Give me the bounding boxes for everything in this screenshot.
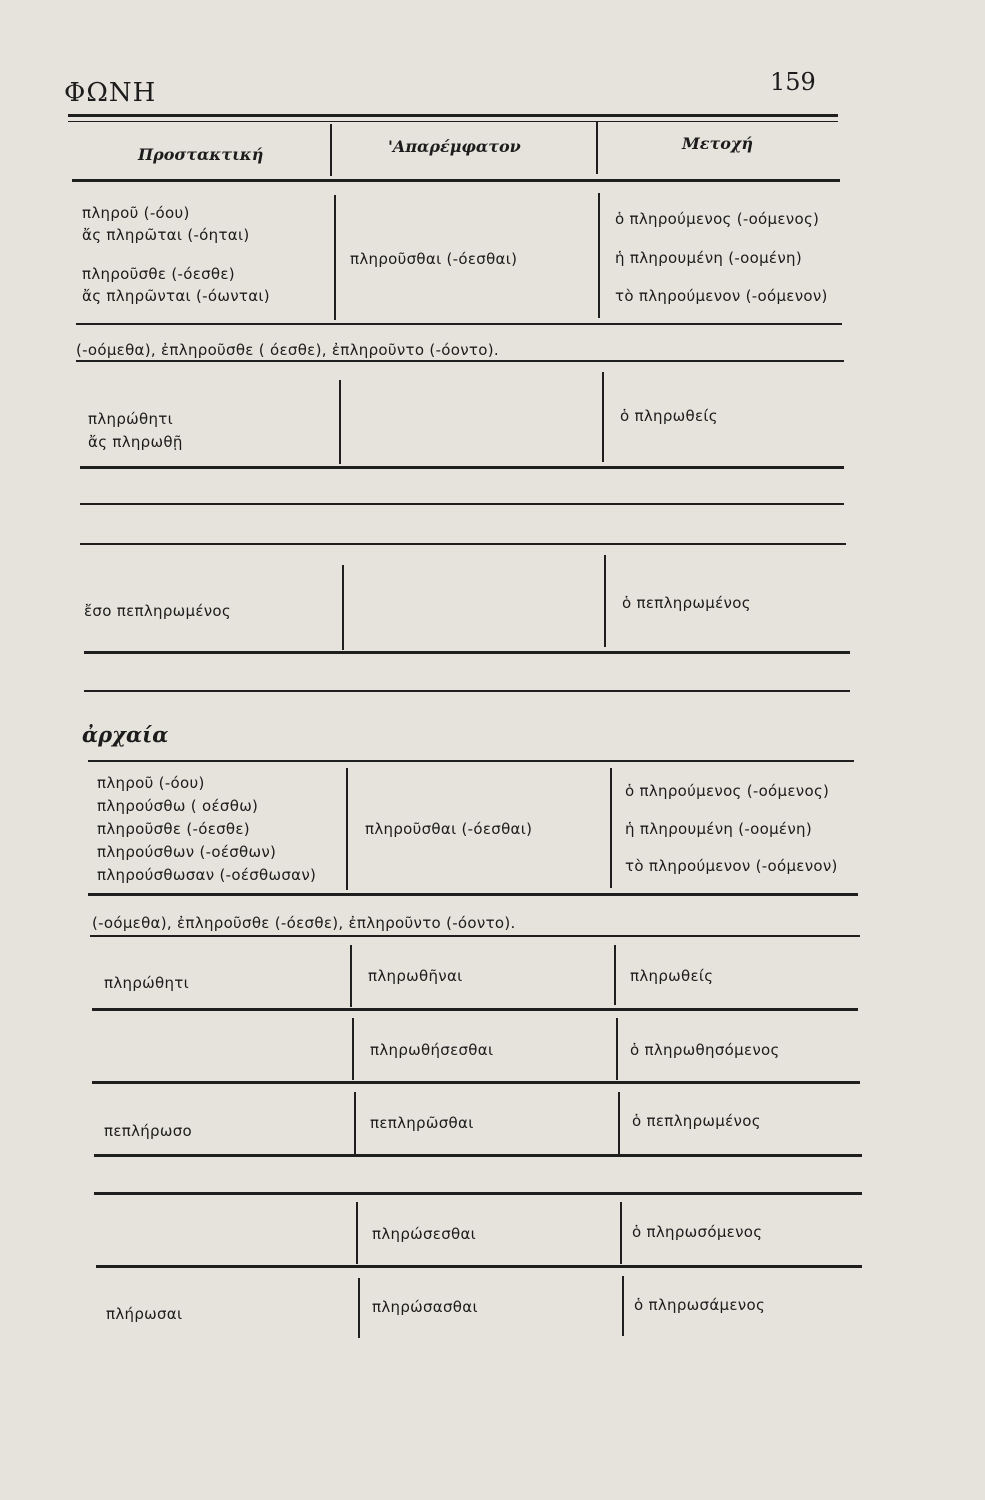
- imperative-form: ἄς πληρωθῇ: [88, 433, 183, 451]
- column-divider: [618, 1092, 620, 1154]
- imperative-form: πληροῦσθε (-όεσθε): [82, 265, 235, 283]
- table-rule: [96, 1265, 862, 1268]
- column-divider: [354, 1092, 356, 1154]
- table-rule: [88, 893, 858, 896]
- column-divider: [622, 1276, 624, 1336]
- infinitive-form: πληρώσασθαι: [372, 1298, 478, 1316]
- table-rule: [76, 323, 842, 325]
- table-rule: [92, 1008, 858, 1011]
- imperative-form: πληρούσθωσαν (-οέσθωσαν): [97, 866, 317, 884]
- page-title: ΦΩΝΗ: [64, 78, 157, 108]
- infinitive-form: πεπληρῶσθαι: [370, 1114, 474, 1132]
- column-divider: [339, 380, 341, 464]
- imperative-form: πληροῦσθε (-όεσθε): [97, 820, 250, 838]
- column-divider: [342, 565, 344, 650]
- imperative-form: ἔσο πεπληρωμένος: [84, 602, 232, 620]
- page-number: 159: [770, 68, 816, 96]
- table-rule: [94, 1192, 862, 1195]
- imperative-form: ἄς πληρῶται (-όηται): [82, 226, 250, 244]
- column-divider: [350, 945, 352, 1007]
- column-divider: [596, 122, 598, 174]
- table-rule: [80, 466, 844, 469]
- participle-form: ὁ πληρούμενος (-οόμενος): [615, 210, 820, 228]
- column-divider: [334, 195, 336, 320]
- imperative-form: πληρώθητι: [104, 974, 189, 992]
- imperative-form: πληροῦ (-όου): [97, 774, 205, 792]
- column-header-infinitive: 'Απαρέμφατον: [388, 137, 521, 156]
- participle-form: τὸ πληρούμενον (-οόμενον): [625, 857, 838, 875]
- table-rule: [80, 503, 844, 505]
- table-rule: [92, 1081, 860, 1084]
- infinitive-form: πληροῦσθαι (-όεσθαι): [350, 250, 518, 268]
- table-rule: [84, 651, 850, 654]
- participle-form: πληρωθείς: [630, 967, 714, 985]
- imperative-form: πληρούσθων (-οέσθων): [97, 843, 277, 861]
- column-divider: [358, 1278, 360, 1338]
- table-rule: [84, 690, 850, 692]
- participle-form: ὁ πληρωθησόμενος: [630, 1041, 780, 1059]
- infinitive-form: πληροῦσθαι (-όεσθαι): [365, 820, 533, 838]
- infinitive-form: πληρώσεσθαι: [372, 1225, 477, 1243]
- table-rule: [80, 543, 846, 545]
- column-divider: [352, 1018, 354, 1080]
- column-divider: [598, 193, 600, 318]
- column-divider: [602, 372, 604, 462]
- column-divider: [616, 1018, 618, 1080]
- imperative-form: πληρώθητι: [88, 410, 173, 428]
- participle-form: ὁ πληρωσάμενος: [634, 1296, 766, 1314]
- participle-form: ὁ πληρωσόμενος: [632, 1223, 763, 1241]
- participle-form: ἡ πληρουμένη (-οομένη): [625, 820, 812, 838]
- imperative-form: πλήρωσαι: [106, 1305, 183, 1323]
- table-rule: [90, 935, 860, 937]
- participle-form: ὁ πεπληρωμένος: [622, 594, 751, 612]
- header-rule-thin: [68, 121, 838, 122]
- header-rule: [68, 114, 838, 117]
- imperative-form: πληρούσθω ( οέσθω): [97, 797, 259, 815]
- imperative-form: πληροῦ (-όου): [82, 204, 190, 222]
- column-divider: [620, 1202, 622, 1264]
- column-divider: [330, 124, 332, 176]
- imperative-form: ἄς πληρῶνται (-όωνται): [82, 287, 270, 305]
- imperfect-note: (-οόμεθα), ἐπληροῦσθε ( όεσθε), ἐπληροῦντο (-όοντο).: [76, 341, 499, 359]
- participle-form: ὁ πληρωθείς: [620, 407, 718, 425]
- participle-form: ὁ πληρούμενος (-οόμενος): [625, 782, 830, 800]
- column-header-imperative: Προστακτική: [138, 145, 264, 164]
- infinitive-form: πληρωθῆναι: [368, 967, 463, 985]
- infinitive-form: πληρωθήσεσθαι: [370, 1041, 494, 1059]
- section-label-ancient: ἀρχαία: [82, 722, 169, 747]
- column-divider: [604, 555, 606, 647]
- table-rule: [88, 760, 854, 762]
- column-divider: [356, 1202, 358, 1264]
- participle-form: ὁ πεπληρωμένος: [632, 1112, 761, 1130]
- table-rule: [72, 179, 840, 182]
- column-divider: [610, 768, 612, 888]
- table-rule: [94, 1154, 862, 1157]
- column-header-participle: Μετοχή: [682, 134, 754, 153]
- imperative-form: πεπλήρωσο: [104, 1122, 193, 1140]
- column-divider: [346, 768, 348, 890]
- table-rule: [76, 360, 844, 362]
- imperfect-note: (-οόμεθα), ἐπληροῦσθε (-όεσθε), ἐπληροῦντο (-όοντο).: [92, 914, 516, 932]
- column-divider: [614, 945, 616, 1005]
- participle-form: τὸ πληρούμενον (-οόμενον): [615, 287, 828, 305]
- participle-form: ἡ πληρουμένη (-οομένη): [615, 249, 802, 267]
